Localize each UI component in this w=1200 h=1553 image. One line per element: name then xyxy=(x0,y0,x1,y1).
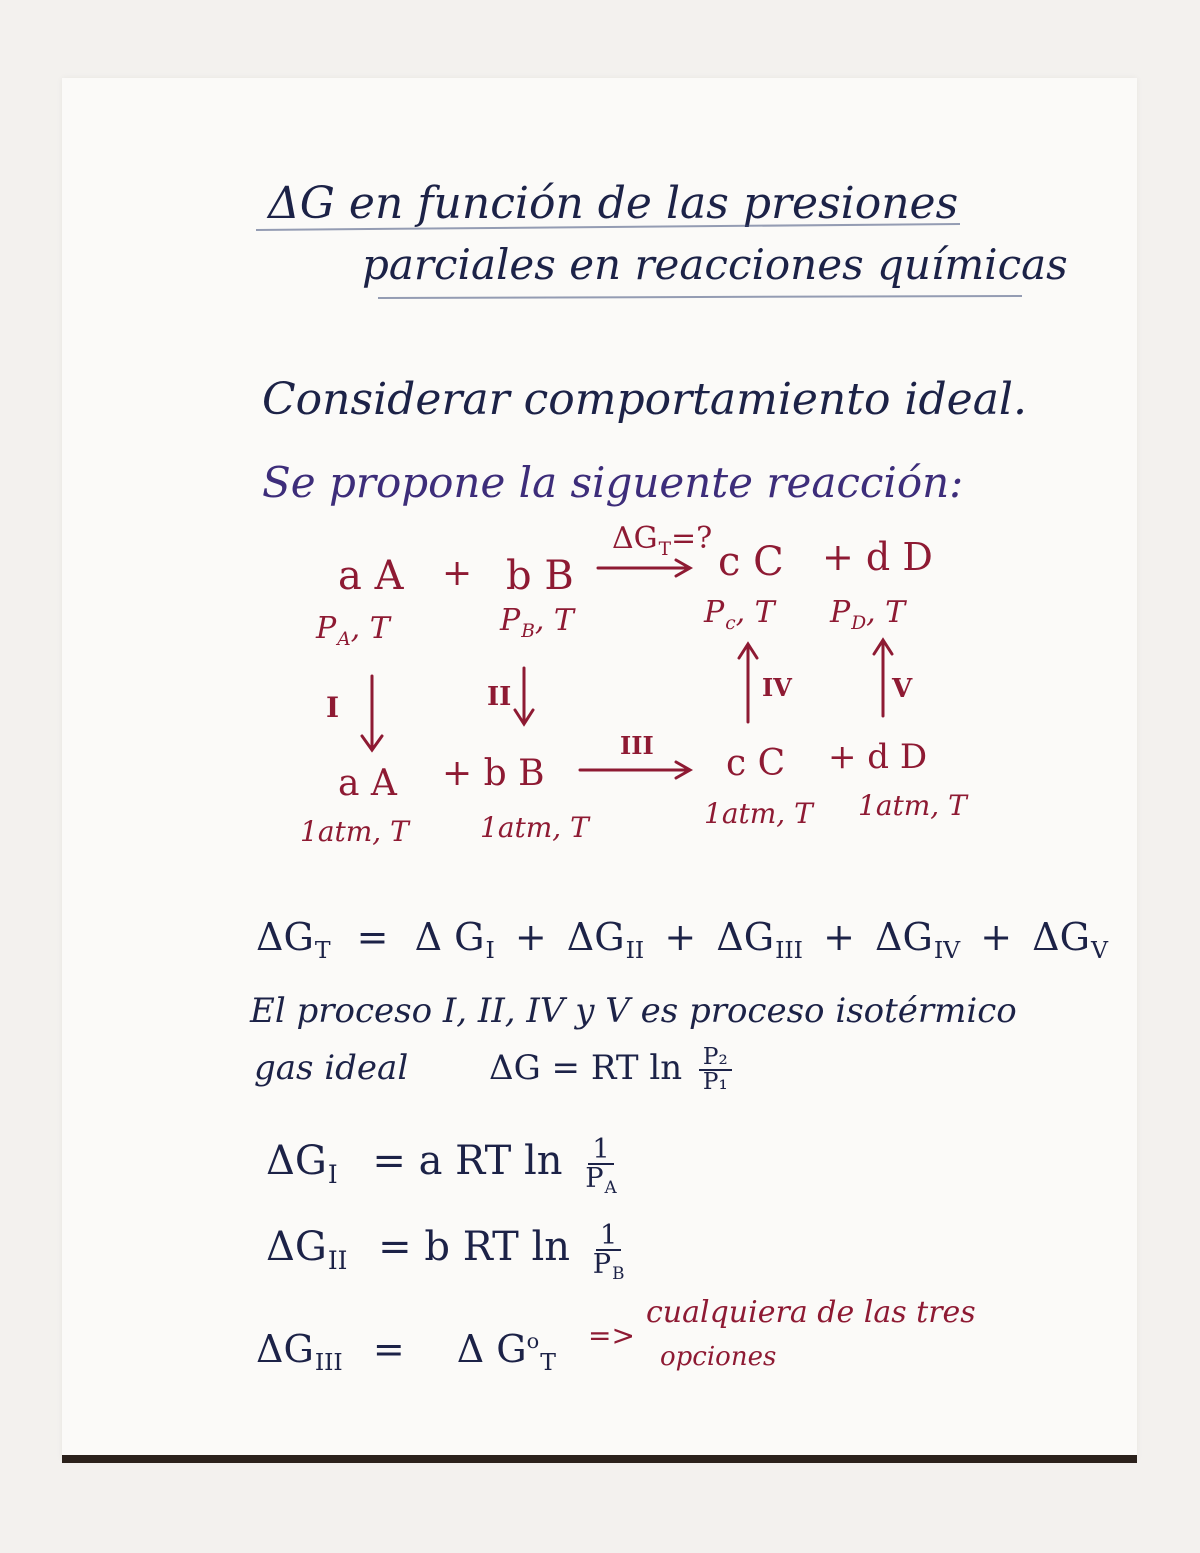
sum-term-1: Δ G xyxy=(414,915,485,959)
process-line-1: El proceso I, II, IV y V es proceso isotérmico xyxy=(250,991,1017,1031)
eq-ii-den-sub: B xyxy=(612,1263,625,1284)
equation-step-iii xyxy=(256,1327,556,1377)
pressure-b-sub: B xyxy=(521,620,535,642)
sum-term-3: ΔG xyxy=(716,915,775,959)
sum-plus-3: + xyxy=(823,915,855,959)
sum-term-2: ΔG xyxy=(566,915,625,959)
sum-lhs: ΔG xyxy=(256,915,314,959)
sum-equation xyxy=(256,915,1108,965)
reactant-b-bottom: + b B xyxy=(442,753,545,794)
pressure-c-symbol: P xyxy=(704,595,725,630)
arrow-top-reaction xyxy=(598,560,690,576)
ideal-gas-fraction xyxy=(699,1046,732,1094)
arrow-step-iii xyxy=(580,762,690,778)
note-line-2: opciones xyxy=(660,1342,777,1372)
sum-term-4-sub: IV xyxy=(933,936,961,965)
sum-term-5-sub: V xyxy=(1090,936,1108,965)
eq-i-den-symbol: P xyxy=(585,1163,604,1195)
eq-i-lhs: ΔG xyxy=(266,1138,327,1185)
pressure-d-sub: D xyxy=(851,612,867,634)
eq-iii-sub: III xyxy=(314,1348,343,1377)
eq-iii-rhs-sub: T xyxy=(540,1348,556,1377)
step-label-i: I xyxy=(326,691,340,724)
step-label-v: V xyxy=(892,674,913,704)
arrow-step-iv xyxy=(739,644,757,722)
eq-i-denominator xyxy=(581,1163,620,1198)
eq-i-numerator: 1 xyxy=(588,1136,613,1165)
ideal-gas-formula xyxy=(489,1044,732,1096)
pressure-a-symbol: P xyxy=(316,611,337,646)
arrow-label-delta-g: ΔG xyxy=(612,521,658,556)
propose-text: Se propone la siguente reacción: xyxy=(262,458,964,507)
plus-top-1: + xyxy=(442,553,473,594)
sum-term-5: ΔG xyxy=(1032,915,1090,959)
eq-iii-equals: = xyxy=(372,1327,405,1371)
intro-text: Considerar comportamiento ideal. xyxy=(262,374,1027,425)
sum-term-4: ΔG xyxy=(875,915,933,959)
equation-step-ii xyxy=(266,1220,628,1284)
reactant-b-top: b B xyxy=(506,553,574,599)
sum-lhs-sub: T xyxy=(314,936,331,965)
implies-arrow: => xyxy=(588,1319,635,1352)
reactant-a-top: a A xyxy=(338,553,404,599)
sum-term-1-sub: I xyxy=(485,936,495,965)
arrow-label-sub: T xyxy=(658,538,672,560)
step-label-iv: IV xyxy=(762,673,792,702)
pressure-b-temp: , T xyxy=(534,603,574,638)
eq-ii-rhs: = b RT ln xyxy=(378,1224,571,1271)
pressure-c-sub: c xyxy=(725,612,736,634)
product-d-bottom: + d D xyxy=(828,737,928,777)
ideal-gas-formula-text: ΔG = RT ln xyxy=(489,1048,683,1089)
eq-iii-lhs: ΔG xyxy=(256,1327,314,1371)
product-c-top: c C xyxy=(718,539,784,585)
sum-plus-4: + xyxy=(980,915,1013,959)
title-underline-2 xyxy=(378,296,1022,298)
arrow-step-i xyxy=(362,676,382,750)
sum-term-3-sub: III xyxy=(775,936,803,965)
arrow-step-ii xyxy=(515,668,533,724)
step-label-iii: III xyxy=(620,731,654,760)
condition-b: 1atm, T xyxy=(480,811,589,844)
eq-ii-sub: II xyxy=(327,1245,348,1275)
condition-a: 1atm, T xyxy=(300,815,409,848)
eq-ii-lhs: ΔG xyxy=(266,1224,327,1271)
pressure-c-temp: , T xyxy=(735,595,775,630)
fraction-numerator: P₂ xyxy=(699,1046,732,1071)
eq-i-fraction xyxy=(581,1134,620,1198)
title-underline-1 xyxy=(256,224,960,230)
pressure-a-sub: A xyxy=(337,628,351,650)
pressure-d-temp: , T xyxy=(866,595,906,630)
title-line-2: parciales en reacciones químicas xyxy=(362,240,1068,289)
sum-plus-2: + xyxy=(664,915,697,959)
arrow-step-v xyxy=(874,640,892,716)
eq-i-den-sub: A xyxy=(604,1177,617,1198)
eq-i-rhs: = a RT ln xyxy=(372,1138,563,1185)
eq-iii-rhs: Δ G xyxy=(456,1327,527,1371)
eq-i-sub: I xyxy=(327,1159,338,1189)
step-label-ii: II xyxy=(487,682,512,712)
sum-plus-1: + xyxy=(514,915,547,959)
arrow-label-question: =? xyxy=(671,521,713,556)
pressure-b-symbol: P xyxy=(500,603,521,638)
note-line-1: cualquiera de las tres xyxy=(646,1295,976,1330)
fraction-denominator: P₁ xyxy=(702,1069,728,1096)
equation-step-i xyxy=(266,1134,621,1198)
eq-iii-rhs-sup: o xyxy=(526,1329,540,1354)
title-line-1: ΔG en función de las presiones xyxy=(268,178,959,229)
eq-ii-fraction xyxy=(589,1220,629,1284)
eq-ii-den-symbol: P xyxy=(592,1249,612,1281)
eq-ii-denominator xyxy=(589,1249,629,1284)
pressure-a-temp: , T xyxy=(350,611,390,646)
process-line-2 xyxy=(254,1046,732,1094)
condition-c: 1atm, T xyxy=(704,797,813,830)
product-c-bottom: c C xyxy=(726,743,786,784)
product-d-top: + d D xyxy=(822,535,933,579)
condition-d: 1atm, T xyxy=(858,789,967,822)
reactant-a-bottom: a A xyxy=(338,763,397,804)
eq-ii-numerator: 1 xyxy=(596,1222,621,1251)
gas-ideal-label: gas ideal xyxy=(254,1048,409,1089)
pressure-d-symbol: P xyxy=(830,595,851,630)
sum-term-2-sub: II xyxy=(625,936,645,965)
sum-equals: = xyxy=(356,915,389,959)
